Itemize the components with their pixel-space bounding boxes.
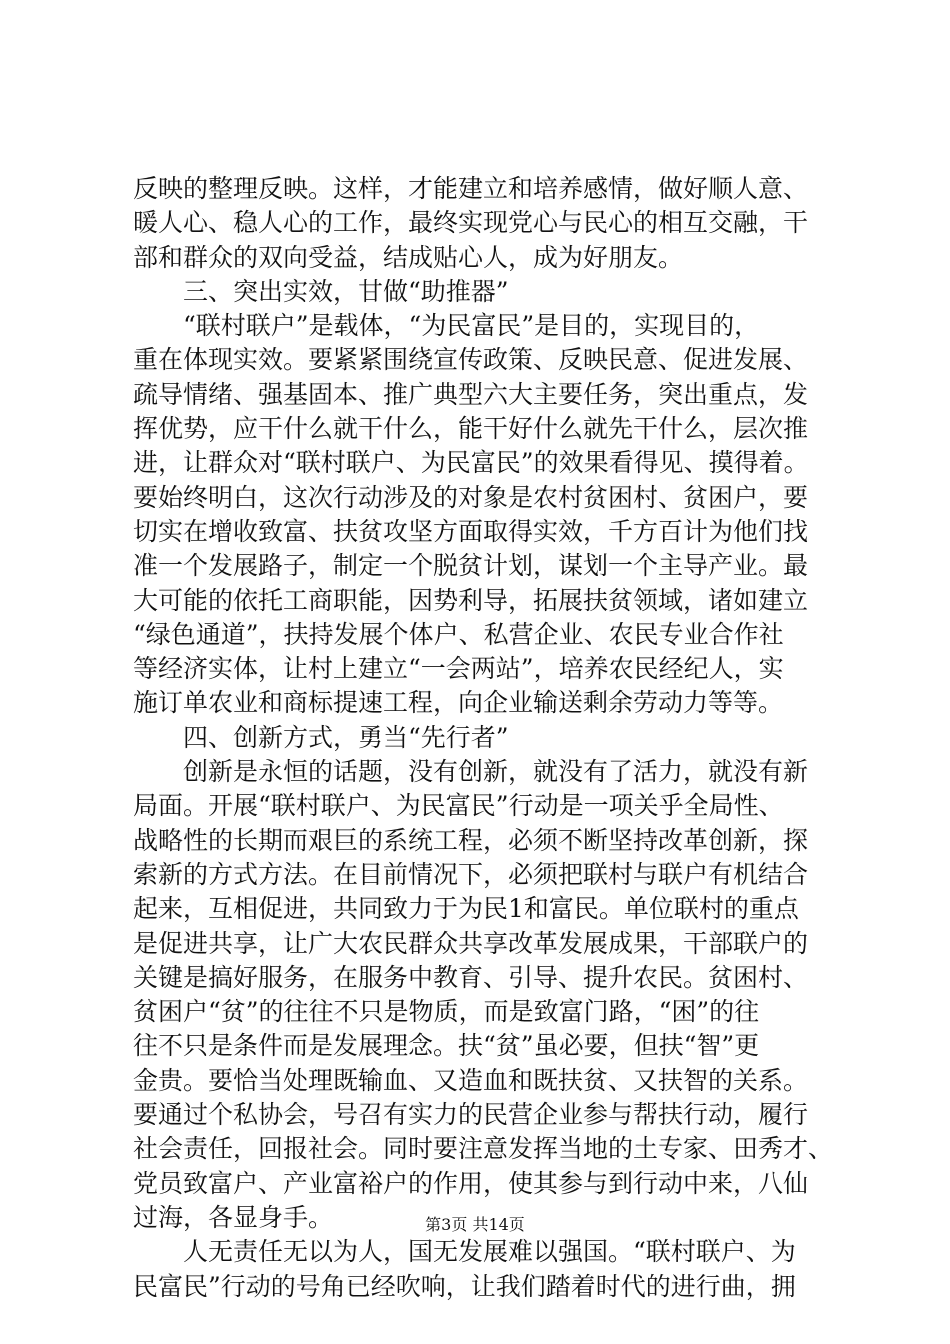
- text-line: 人无责任无以为人，国无发展难以强国。“联村联户、为: [133, 1237, 796, 1267]
- text-line: 创新是永恒的话题，没有创新，就没有了活力，就没有新: [133, 757, 809, 787]
- text-line: 准一个发展路子，制定一个脱贫计划，谋划一个主导产业。最: [133, 551, 809, 581]
- text-line: 三、突出实效，甘做“助推器”: [133, 276, 509, 306]
- text-line: 关键是搞好服务，在服务中教育、引导、提升农民。贫困村、: [133, 962, 809, 992]
- text-line: 重在体现实效。要紧紧围绕宣传政策、反映民意、促进发展、: [133, 345, 809, 375]
- text-line: 暖人心、稳人心的工作，最终实现党心与民心的相互交融，干: [133, 208, 809, 238]
- text-line: 索新的方式方法。在目前情况下，必须把联村与联户有机结合: [133, 859, 809, 889]
- text-line: 挥优势，应干什么就干什么，能干好什么就先干什么，层次推: [133, 414, 809, 444]
- text-line: “绿色通道”，扶持发展个体户、私营企业、农民专业合作社: [133, 619, 784, 649]
- text-line: 金贵。要恰当处理既输血、又造血和既扶贫、又扶智的关系。: [133, 1065, 809, 1095]
- text-line: 是促进共享，让广大农民群众共享改革发展成果，干部联户的: [133, 928, 809, 958]
- text-line: 要通过个私协会，号召有实力的民营企业参与帮扶行动，履行: [133, 1100, 809, 1130]
- text-line: 部和群众的双向受益，结成贴心人，成为好朋友。: [133, 242, 684, 272]
- text-line: 起来，互相促进，共同致力于为民1和富民。单位联村的重点: [133, 894, 799, 924]
- text-line: 战略性的长期而艰巨的系统工程，必须不断坚持改革创新，探: [133, 825, 809, 855]
- text-line: 党员致富户、产业富裕户的作用，使其参与到行动中来，八仙: [133, 1168, 809, 1198]
- text-line: 要始终明白，这次行动涉及的对象是农村贫困村、贫困户，要: [133, 482, 809, 512]
- document-body: [133, 172, 833, 1304]
- text-line: 民富民”行动的号角已经吹响，让我们踏着时代的进行曲，拥: [133, 1271, 796, 1301]
- text-line: 切实在增收致富、扶贫攻坚方面取得实效，千方百计为他们找: [133, 516, 809, 546]
- text-line: 施订单农业和商标提速工程，向企业输送剩余劳动力等等。: [133, 688, 784, 718]
- text-line: 四、创新方式，勇当“先行者”: [133, 722, 509, 752]
- text-line: “联村联户”是载体，“为民富民”是目的，实现目的，: [133, 311, 760, 341]
- page-footer: 第3页 共14页: [425, 1215, 525, 1234]
- text-line: 等经济实体，让村上建立“一会两站”，培养农民经纪人，实: [133, 654, 784, 684]
- text-line: 局面。开展“联村联户、为民富民”行动是一项关乎全局性、: [133, 791, 784, 821]
- text-line: 社会责任，回报社会。同时要注意发挥当地的土专家、田秀才、: [133, 1134, 834, 1164]
- text-line: 往不只是条件而是发展理念。扶“贫”虽必要，但扶“智”更: [133, 1031, 760, 1061]
- text-line: 过海，各显身手。: [133, 1202, 334, 1232]
- text-line: 疏导情绪、强基固本、推广典型六大主要任务，突出重点，发: [133, 379, 809, 409]
- text-line: 进，让群众对“联村联户、为民富民”的效果看得见、摸得着。: [133, 448, 809, 478]
- text-line: 反映的整理反映。这样，才能建立和培养感情，做好顺人意、: [133, 174, 809, 203]
- text-line: 贫困户“贫”的往往不只是物质，而是致富门路，“困”的往: [133, 997, 760, 1027]
- text-line: 大可能的依托工商职能，因势利导，拓展扶贫领域，诸如建立: [133, 585, 809, 615]
